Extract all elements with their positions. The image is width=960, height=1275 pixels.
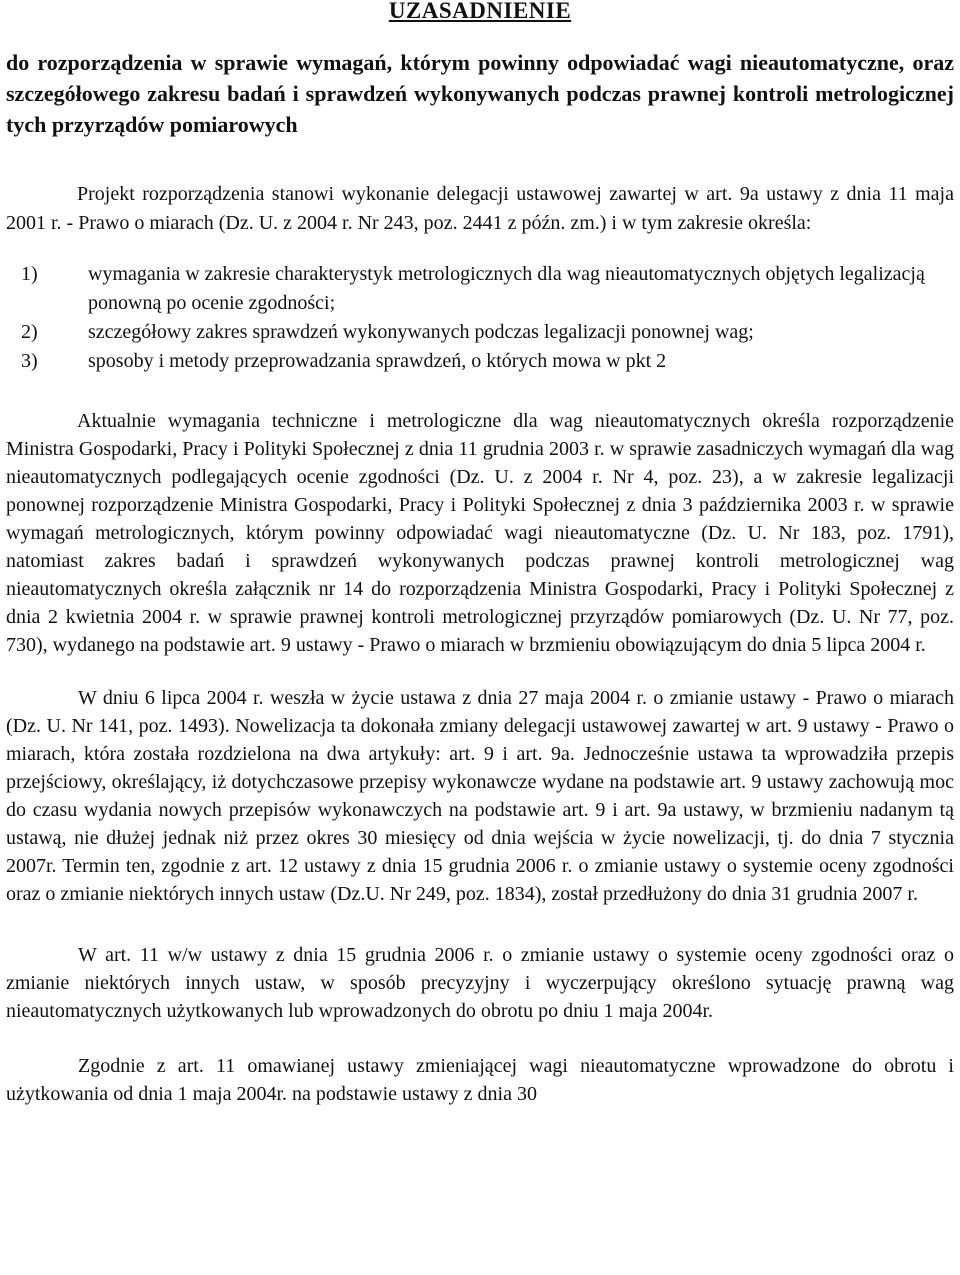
intro-paragraph: Projekt rozporządzenia stanowi wykonanie delegacji ustawowej zawartej w art. 9a ustawy z dnia 11 maja 2001 r. - Prawo o miarach (Dz. U. z 2004 r. Nr 243, poz. 2441 z późn. zm.) i w tym zakresie określa: <box>6 183 954 234</box>
body-paragraph: W art. 11 w/w ustawy z dnia 15 grudnia 2006 r. o zmianie ustawy o systemie oceny zgodności oraz o zmianie niektórych innych ustaw, w sposób precyzyjny i wyczerpujący określono sytuację prawną wag nieautomatycznych użytkowanych lub wprowadzonych do obrotu po dniu 1 maja 2004r. <box>6 944 954 1022</box>
list-item-number: 3) <box>21 350 38 372</box>
document-subtitle: do rozporządzenia w sprawie wymagań, którym powinny odpowiadać wagi nieautomatyczne, oraz szczegółowego zakresu badań i sprawdzeń wykonywanych podczas prawnej kontroli metrologicznej tych przyrządów pomiarowych <box>6 50 954 137</box>
list-item-text: wymagania w zakresie charakterystyk metrologicznych dla wag nieautomatycznych objętych legalizacją ponowną po ocenie zgodności; <box>88 263 925 314</box>
list-item-text: sposoby i metody przeprowadzania sprawdzeń, o których mowa w pkt 2 <box>88 350 667 372</box>
requirements-list <box>6 260 954 376</box>
body-paragraph: W dniu 6 lipca 2004 r. weszła w życie ustawa z dnia 27 maja 2004 r. o zmianie ustawy - Prawo o miarach (Dz. U. Nr 141, poz. 1493). Nowelizacja ta dokonała zmiany delegacji ustawowej zawartej w art. 9 ustawy - Prawo o miarach, która została rozdzielona na dwa artykuły: art. 9 i art. 9a. Jednocześnie ustawa ta wprowadziła przepis przejściowy, określający, iż dotychczasowe przepisy wykonawcze wydane na podstawie art. 9 ustawy zachowują moc do czasu wydania nowych przepisów wykonawczych na podstawie art. 9 i art. 9a ustawy, w brzmieniu nadanym tą ustawą, nie dłużej jednak niż przez okres 30 miesięcy od dnia wejścia w życie nowelizacji, tj. do dnia 7 stycznia 2007r. Termin ten, zgodnie z art. 12 ustawy z dnia 15 grudnia 2006 r. o zmianie ustawy o systemie oceny zgodności oraz o zmianie niektórych innych ustaw (Dz.U. Nr 249, poz. 1834), został przedłużony do dnia 31 grudnia 2007 r. <box>6 687 954 905</box>
list-item-text: szczegółowy zakres sprawdzeń wykonywanych podczas legalizacji ponownej wag; <box>88 321 754 343</box>
list-item <box>6 347 954 376</box>
body-paragraph: Aktualnie wymagania techniczne i metrologiczne dla wag nieautomatycznych określa rozporządzenie Ministra Gospodarki, Pracy i Polityki Społecznej z dnia 11 grudnia 2003 r. w sprawie zasadniczych wymagań dla wag nieautomatycznych podlegających ocenie zgodności (Dz. U. z 2004 r. Nr 4, poz. 23), a w zakresie legalizacji ponownej rozporządzenie Ministra Gospodarki, Pracy i Polityki Społecznej z dnia 3 października 2003 r. w sprawie wymagań metrologicznych, którym powinny odpowiadać wagi nieautomatyczne (Dz. U. Nr 183, poz. 1791), natomiast zakres badań i sprawdzeń wykonywanych podczas prawnej kontroli metrologicznej wag nieautomatycznych określa załącznik nr 14 do rozporządzenia Ministra Gospodarki, Pracy i Polityki Społecznej z dnia 2 kwietnia 2004 r. w sprawie prawnej kontroli metrologicznej przyrządów pomiarowych (Dz. U. Nr 77, poz. 730), wydanego na podstawie art. 9 ustawy - Prawo o miarach w brzmieniu obowiązującym do dnia 5 lipca 2004 r. <box>6 410 954 656</box>
list-item <box>6 318 954 347</box>
document-page <box>6 0 954 1108</box>
body-paragraph: Zgodnie z art. 11 omawianej ustawy zmieniającej wagi nieautomatyczne wprowadzone do obrotu i użytkowania od dnia 1 maja 2004r. na podstawie ustawy z dnia 30 <box>6 1055 954 1105</box>
list-item <box>6 260 954 318</box>
list-item-number: 1) <box>21 263 38 285</box>
document-title: UZASADNIENIE <box>388 0 572 23</box>
list-item-number: 2) <box>21 321 38 343</box>
